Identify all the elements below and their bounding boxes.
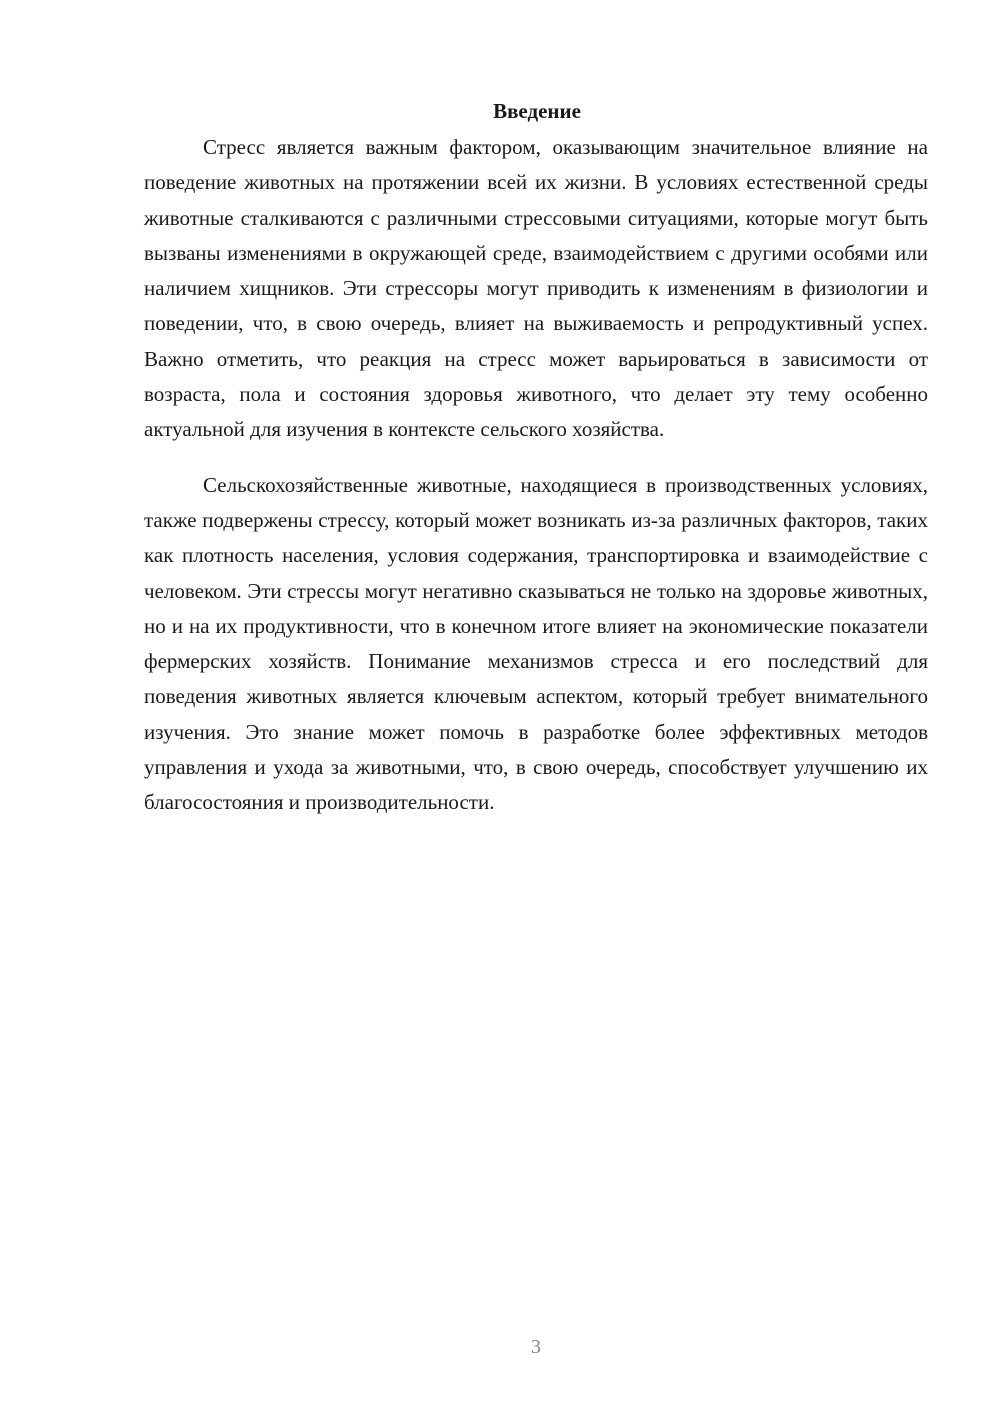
page-content (144, 96, 928, 821)
page-number: 3 (531, 1336, 541, 1358)
paragraph-1: Стресс является важным фактором, оказывающим значительное влияние на поведение животных на протяжении всей их жизни. В условиях естественной среды животные сталкиваются с различными стрессовыми ситуациями, которые могут быть вызваны изменениями в окружающей среде, взаимодействием с другими особями или наличием хищников. Эти стрессоры могут приводить к изменениям в физиологии и поведении, что, в свою очередь, влияет на выживаемость и репродуктивный успех. Важно отметить, что реакция на стресс может варьироваться в зависимости от возраста, пола и состояния здоровья животного, что делает эту тему особенно актуальной для изучения в контексте сельского хозяйства. (144, 135, 928, 442)
paragraph-2: Сельскохозяйственные животные, находящиеся в производственных условиях, также подвержены стрессу, который может возникать из-за различных факторов, таких как плотность населения, условия содержания, транспортировка и взаимодействие с человеком. Эти стрессы могут негативно сказываться не только на здоровье животных, но и на их продуктивности, что в конечном итоге влияет на экономические показатели фермерских хозяйств. Понимание механизмов стресса и его последствий для поведения животных является ключевым аспектом, который требует внимательного изучения. Это знание может помочь в разработке более эффективных методов управления и ухода за животными, что, в свою очередь, способствует улучшению их благосостояния и производительности. (144, 472, 928, 815)
section-heading: Введение (493, 99, 581, 123)
